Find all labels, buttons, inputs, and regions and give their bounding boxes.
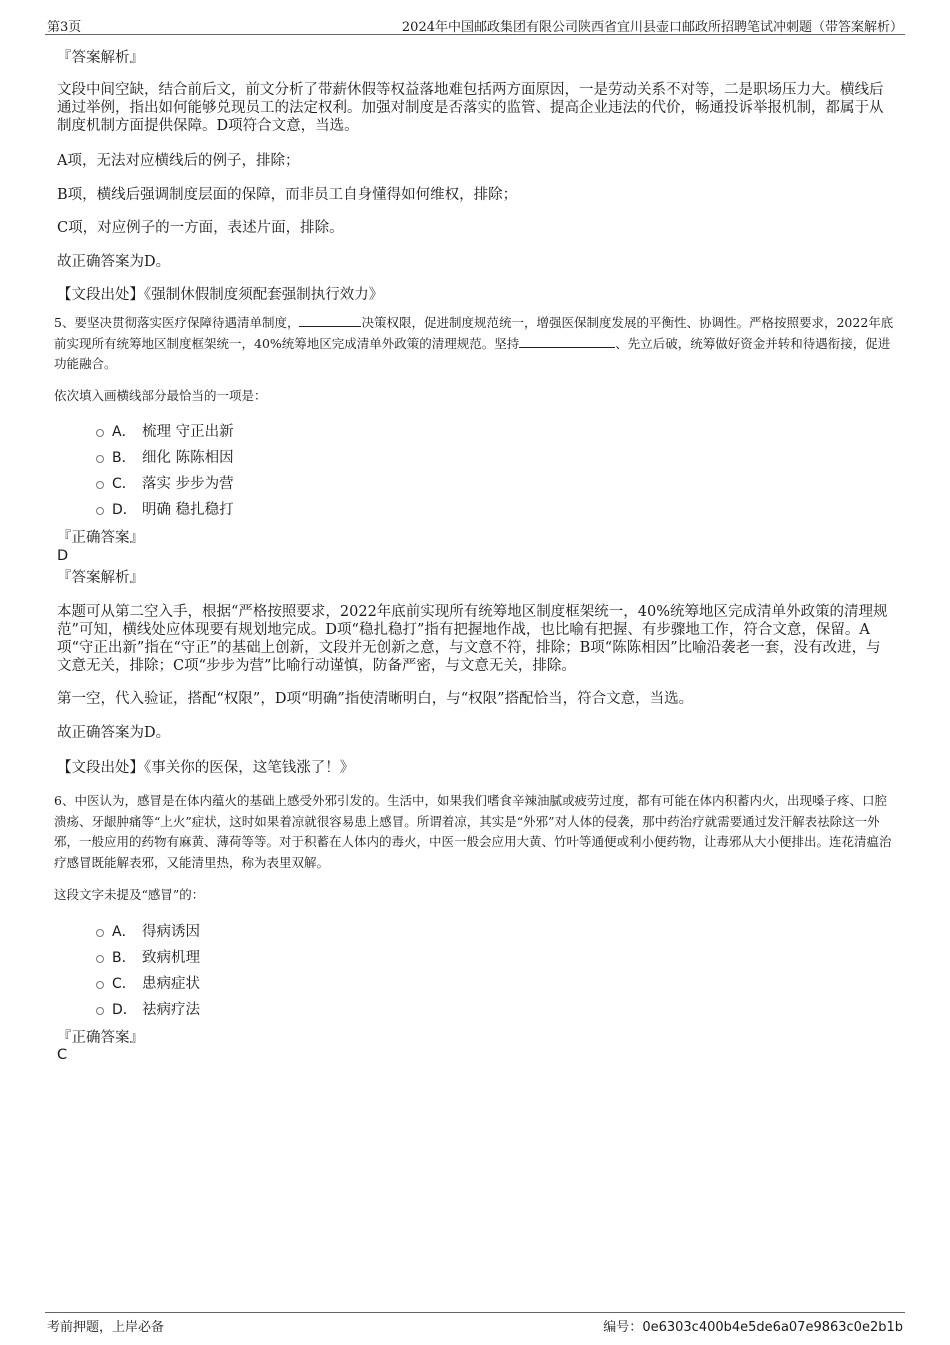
radio-icon[interactable] bbox=[96, 455, 104, 463]
q5-prompt: 依次填入画横线部分最恰当的一项是： bbox=[54, 388, 267, 403]
q5-source: 【文段出处】《事关你的医保，这笔钱涨了！》 bbox=[57, 760, 355, 776]
q4-analysis-label: 『答案解析』 bbox=[57, 50, 144, 66]
q5-analysis-paragraph: 本题可从第二空入手，根据“严格按照要求，2022年底前实现所有统筹地区制度框架统一，40%统筹地区完成清单外政策的清理规范”可知，横线处应体现要有规划地完成。D项“稳扎稳打”指有把握地作战，也比喻有把握、有步骤地工作，符合文意，保留。A项“守正出新”指在“守正”的基础上创新，文段并无创新之意，与文意不符，排除；B项“陈陈相因”比喻沿袭老一套，没有改进，与文意无关，排除；C项“步步为营”比喻行动谨慎，防备严密，与文意无关，排除。 bbox=[57, 604, 888, 674]
document-code: 编号：0e6303c400b4e5de6a07e9863c0e2b1b bbox=[603, 1320, 903, 1335]
q5-correct-label: 『正确答案』 bbox=[57, 530, 144, 546]
radio-icon[interactable] bbox=[96, 929, 104, 937]
q6-correct-label: 『正确答案』 bbox=[57, 1030, 144, 1046]
radio-icon[interactable] bbox=[96, 507, 104, 515]
q6-correct-answer: C bbox=[57, 1047, 68, 1063]
footer-slogan: 考前押题，上岸必备 bbox=[47, 1320, 165, 1335]
q4-option-a-note: A项，无法对应横线后的例子，排除； bbox=[57, 153, 300, 169]
q5-option-a[interactable]: A． 梳理 守正出新 bbox=[96, 423, 234, 441]
radio-icon[interactable] bbox=[96, 1007, 104, 1015]
q4-source: 【文段出处】《强制休假制度须配套强制执行效力》 bbox=[57, 287, 384, 303]
fill-blank-1 bbox=[299, 314, 361, 327]
q6-option-b[interactable]: B． 致病机理 bbox=[96, 949, 200, 967]
radio-icon[interactable] bbox=[96, 429, 104, 437]
q5-first-blank-analysis: 第一空，代入验证，搭配“权限”，D项“明确”指使清晰明白，与“权限”搭配恰当，符合文意，当选。 bbox=[57, 691, 694, 707]
page-header bbox=[45, 14, 905, 35]
radio-icon[interactable] bbox=[96, 955, 104, 963]
q5-option-d[interactable]: D． 明确 稳扎稳打 bbox=[96, 501, 234, 519]
q5-stem: 5、要坚决贯彻落实医疗保障待遇清单制度， 决策权限，促进制度规范统一，增强医保制度发展的平衡性、协调性。严格按照要求，2022年底前实现所有统筹地区制度框架统一，40%统筹地区完成清单外政策的清理规范。坚持 、先立后破，统筹做好资金并转和待遇衔接，促进功能融合。 bbox=[54, 315, 894, 371]
q4-option-c-note: C项，对应例子的一方面，表述片面，排除。 bbox=[57, 220, 344, 236]
q6-stem: 6、中医认为，感冒是在体内蕴火的基础上感受外邪引发的。生活中，如果我们嗜食辛辣油腻或疲劳过度，都有可能在体内积蓄内火，出现嗓子疼、口腔溃疡、牙龈肿痛等“上火”症状，这时如果着凉就很容易患上感冒。所谓着凉，其实是“外邪”对人体的侵袭，那中药治疗就需要通过发汗解表祛除这一外邪，一般应用的药物有麻黄、薄荷等等。对于积蓄在人体内的毒火，中医一般会应用大黄、竹叶等通便或利小便药物，让毒邪从大小便排出。连花清瘟治疗感冒既能解表邪，又能清里热，称为表里双解。 bbox=[54, 793, 892, 870]
document-title: 2024年中国邮政集团有限公司陕西省宜川县壶口邮政所招聘笔试冲刺题（带答案解析） bbox=[401, 20, 903, 35]
fill-blank-2 bbox=[519, 335, 615, 348]
page-footer bbox=[45, 1312, 905, 1335]
q5-correct-answer: D bbox=[57, 548, 69, 564]
q4-analysis-paragraph: 文段中间空缺，结合前后文，前文分析了带薪休假等权益落地难包括两方面原因，一是劳动关系不对等，二是职场压力大。横线后通过举例，指出如何能够兑现员工的法定权利。加强对制度是否落实的监管、提高企业违法的代价，畅通投诉举报机制，都属于从制度机制方面提供保障。D项符合文意，当选。 bbox=[57, 82, 884, 134]
q5-conclusion: 故正确答案为D。 bbox=[57, 725, 171, 741]
q6-option-c[interactable]: C． 患病症状 bbox=[96, 975, 200, 993]
page-number: 第3页 bbox=[47, 20, 82, 35]
q5-analysis-label: 『答案解析』 bbox=[57, 570, 144, 586]
q6-option-d[interactable]: D． 祛病疗法 bbox=[96, 1001, 200, 1019]
radio-icon[interactable] bbox=[96, 481, 104, 489]
radio-icon[interactable] bbox=[96, 981, 104, 989]
q4-conclusion: 故正确答案为D。 bbox=[57, 254, 171, 270]
q5-option-b[interactable]: B． 细化 陈陈相因 bbox=[96, 449, 234, 467]
q5-option-c[interactable]: C． 落实 步步为营 bbox=[96, 475, 234, 493]
q4-option-b-note: B项，横线后强调制度层面的保障，而非员工自身懂得如何维权，排除； bbox=[57, 187, 518, 203]
q6-prompt: 这段文字未提及“感冒”的： bbox=[54, 887, 205, 902]
q6-option-a[interactable]: A． 得病诱因 bbox=[96, 923, 200, 941]
